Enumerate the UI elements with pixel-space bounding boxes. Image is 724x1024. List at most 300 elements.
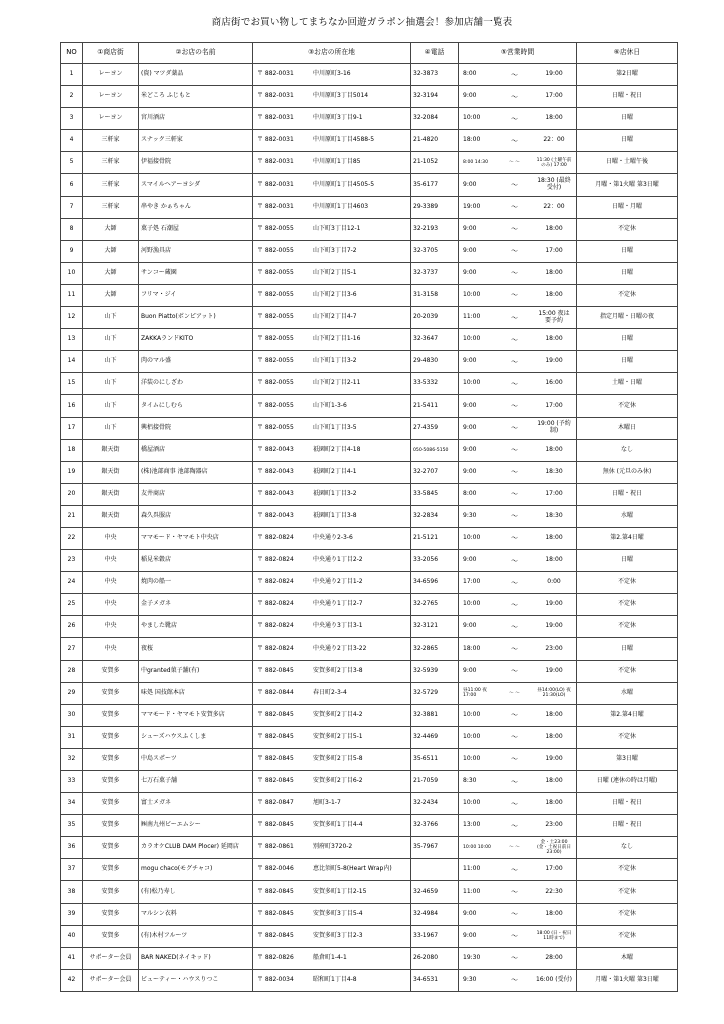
address-cell [253, 638, 411, 660]
tilde-separator: 〜 [511, 468, 518, 477]
hours-cell [459, 793, 577, 815]
page-title: 商店街でお買い物してまちなか回遊ガラポン抽選会！参加店舗一覧表 [211, 17, 513, 28]
hours-cell [459, 748, 577, 770]
tilde-separator: 〜 〜 [509, 845, 520, 851]
holiday-cell: 不定休 [577, 284, 678, 306]
closing-time: 18:30 [545, 467, 563, 475]
holiday-cell: 日曜 [577, 130, 678, 152]
postal-code: 〒 882-0031 [257, 136, 294, 144]
opening-time: 昼11:00 夜17:00 [463, 688, 487, 699]
district-cell: 銀天街 [83, 505, 139, 527]
hours-cell [459, 726, 577, 748]
hours-cell [459, 572, 577, 594]
postal-code: 〒 882-0845 [257, 821, 294, 829]
address-cell [253, 771, 411, 793]
store-name-cell: ママモード・ヤマモト安賀多店 [139, 704, 253, 726]
street-address: 山下町2丁目3-6 [313, 291, 357, 299]
address-cell [253, 329, 411, 351]
closing-time: 金・土23:00 (金・土祝日前日23:00) [537, 840, 571, 856]
postal-code: 〒 882-0043 [257, 489, 294, 497]
holiday-cell: 日曜・祝日 [577, 483, 678, 505]
address-cell [253, 550, 411, 572]
postal-code: 〒 882-0055 [257, 379, 294, 387]
street-address: 中央通り2丁目3-22 [313, 644, 367, 652]
row-number: 22 [61, 527, 83, 549]
row-number: 28 [61, 660, 83, 682]
district-cell: 銀天街 [83, 439, 139, 461]
closing-time: 22：00 [543, 136, 565, 144]
postal-code: 〒 882-0031 [257, 202, 294, 210]
hours-cell [459, 373, 577, 395]
street-address: 中川原町3丁目9-1 [313, 114, 363, 122]
tilde-separator: 〜 [511, 667, 518, 676]
opening-time: 18:00 [463, 136, 481, 144]
row-number: 9 [61, 240, 83, 262]
opening-time: 10:00 [463, 799, 481, 807]
tilde-separator: 〜 [511, 446, 518, 455]
table-row [61, 660, 678, 682]
table-row [61, 947, 678, 969]
holiday-cell: 日曜 [577, 550, 678, 572]
row-number: 5 [61, 152, 83, 174]
row-number: 39 [61, 903, 83, 925]
closing-time: 18:00 [545, 909, 563, 917]
district-cell: レーヨン [83, 64, 139, 86]
phone-cell: 32-2765 [411, 594, 459, 616]
opening-time: 9:00 [463, 622, 477, 630]
phone-cell: 32-2193 [411, 218, 459, 240]
opening-time: 9:00 [463, 180, 477, 188]
street-address: 安賀多町1丁目4-4 [313, 821, 363, 829]
tilde-separator: 〜 [511, 379, 518, 388]
row-number: 37 [61, 859, 83, 881]
district-cell: 山下 [83, 417, 139, 439]
hours-cell [459, 947, 577, 969]
postal-code: 〒 882-0031 [257, 180, 294, 188]
tilde-separator: 〜 [511, 711, 518, 720]
store-name-cell: 洋装のにしざわ [139, 373, 253, 395]
opening-time: 13:00 [463, 821, 481, 829]
phone-cell: 31-3158 [411, 284, 459, 306]
table-row [61, 262, 678, 284]
tilde-separator: 〜 [511, 269, 518, 278]
tilde-separator: 〜 [511, 114, 518, 123]
postal-code: 〒 882-0844 [257, 688, 294, 696]
address-cell [253, 704, 411, 726]
row-number: 19 [61, 461, 83, 483]
row-number: 23 [61, 550, 83, 572]
hours-cell [459, 660, 577, 682]
store-name-cell: 橋屋酒店 [139, 439, 253, 461]
address-cell [253, 395, 411, 417]
store-name-cell: カラオケCLUB DAM Plocer) 延岡店 [139, 837, 253, 859]
district-cell: 山下 [83, 351, 139, 373]
tilde-separator: 〜 [511, 247, 518, 256]
postal-code: 〒 882-0824 [257, 600, 294, 608]
table-header-row [61, 43, 678, 64]
phone-cell: 33-5845 [411, 483, 459, 505]
holiday-cell: 日曜 [577, 329, 678, 351]
hours-cell [459, 262, 577, 284]
store-name-cell: 七万石菓子舗 [139, 771, 253, 793]
closing-time: 19:00 [545, 622, 563, 630]
tilde-separator: 〜 [511, 424, 518, 433]
phone-cell: 21-5411 [411, 395, 459, 417]
holiday-cell: 日曜・月曜 [577, 196, 678, 218]
table-row [61, 130, 678, 152]
street-address: 安賀多町3丁目2-3 [313, 931, 363, 939]
street-address: 安賀多町2丁目5-1 [313, 732, 363, 740]
district-cell: 三軒家 [83, 152, 139, 174]
row-number: 31 [61, 726, 83, 748]
phone-cell: 32-3873 [411, 64, 459, 86]
opening-time: 10:00 [463, 379, 481, 387]
closing-time: 19:00 [545, 600, 563, 608]
district-cell: 大師 [83, 262, 139, 284]
opening-time: 10:00 10:00 [463, 845, 491, 851]
street-address: 安賀多町2丁目5-8 [313, 755, 363, 762]
phone-cell: 050-5086-5150 [411, 439, 459, 461]
street-address: 山下町3丁目12-1 [313, 224, 361, 232]
closing-time: 15:00 夜は要予約 [538, 309, 570, 324]
table-row [61, 859, 678, 881]
phone-cell [411, 859, 459, 881]
row-number: 3 [61, 108, 83, 130]
street-address: 中川原町1丁目85 [313, 158, 361, 166]
store-name-cell: 焼肉の船一 [139, 572, 253, 594]
opening-time: 9:00 [463, 931, 477, 939]
holiday-cell: 木曜 [577, 947, 678, 969]
holiday-cell: 不定休 [577, 660, 678, 682]
address-cell [253, 859, 411, 881]
address-cell [253, 527, 411, 549]
tilde-separator: 〜 [511, 335, 518, 344]
district-cell: 中央 [83, 594, 139, 616]
address-cell [253, 815, 411, 837]
closing-time: 18:00 [545, 534, 563, 542]
hours-cell [459, 351, 577, 373]
address-cell [253, 881, 411, 903]
address-cell [253, 307, 411, 329]
opening-time: 9:00 [463, 246, 477, 254]
street-address: 安賀多町1丁目2-15 [313, 887, 367, 895]
holiday-cell: 不定休 [577, 594, 678, 616]
phone-cell: 32-5729 [411, 682, 459, 704]
district-cell: 安賀多 [83, 859, 139, 881]
phone-cell: 34-6596 [411, 572, 459, 594]
opening-time: 9:00 [463, 357, 477, 365]
closing-time: 18:00 [545, 710, 563, 718]
opening-time: 10:00 [463, 710, 481, 718]
holiday-cell: なし [577, 439, 678, 461]
table-row [61, 483, 678, 505]
store-name-cell: サンコー蔵園 [139, 262, 253, 284]
row-number: 18 [61, 439, 83, 461]
postal-code: 〒 882-0055 [257, 313, 294, 321]
closing-time: 17:00 [545, 92, 563, 100]
table-row [61, 108, 678, 130]
tilde-separator: 〜 [511, 70, 518, 79]
district-cell: 安賀多 [83, 837, 139, 859]
opening-time: 9:00 [463, 467, 477, 475]
closing-time: 18:00 [545, 732, 563, 740]
closing-time: 22:30 [545, 887, 563, 895]
table-row [61, 218, 678, 240]
closing-time: 19:00 (予約制) [537, 420, 571, 435]
phone-cell: 33-1967 [411, 925, 459, 947]
row-number: 33 [61, 771, 83, 793]
hours-cell [459, 550, 577, 572]
table-row [61, 461, 678, 483]
holiday-cell: 日曜 (連休の時は月曜) [577, 771, 678, 793]
opening-time: 10:00 [463, 600, 481, 608]
opening-time: 9:30 [463, 511, 477, 519]
phone-cell: 32-3737 [411, 262, 459, 284]
table-row [61, 86, 678, 108]
phone-cell: 21-5121 [411, 527, 459, 549]
district-cell: 安賀多 [83, 726, 139, 748]
phone-cell: 32-2084 [411, 108, 459, 130]
opening-time: 11:00 [463, 865, 481, 873]
phone-cell: 35-6177 [411, 174, 459, 196]
store-name-cell: BAR NAKED(ネイキッド) [139, 947, 253, 969]
closing-time: 17:00 [545, 865, 563, 873]
opening-time: 10:00 [463, 534, 481, 542]
store-name-cell: マルシン衣料 [139, 903, 253, 925]
tilde-separator: 〜 [511, 733, 518, 742]
row-number: 34 [61, 793, 83, 815]
table-row [61, 152, 678, 174]
hours-cell [459, 395, 577, 417]
store-name-cell: 中granted菓子舗(有) [139, 660, 253, 682]
district-cell: 中央 [83, 572, 139, 594]
district-cell: 安賀多 [83, 815, 139, 837]
street-address: 山下町2丁目5-1 [313, 268, 357, 276]
postal-code: 〒 882-0845 [257, 887, 294, 895]
address-cell [253, 196, 411, 218]
opening-time: 18:00 [463, 644, 481, 652]
table-row [61, 373, 678, 395]
row-number: 2 [61, 86, 83, 108]
tilde-separator: 〜 [511, 92, 518, 101]
tilde-separator: 〜 [511, 932, 518, 941]
tilde-separator: 〜 [511, 180, 518, 189]
holiday-cell: 不定休 [577, 726, 678, 748]
postal-code: 〒 882-0861 [257, 843, 294, 851]
closing-time: 16:00 (受付) [536, 976, 572, 984]
store-name-cell: 友井商店 [139, 483, 253, 505]
row-number: 4 [61, 130, 83, 152]
row-number: 32 [61, 748, 83, 770]
hours-cell [459, 174, 577, 196]
store-name-cell: 金子メガネ [139, 594, 253, 616]
phone-cell: 26-2080 [411, 947, 459, 969]
holiday-cell: 木曜日 [577, 417, 678, 439]
hours-cell [459, 240, 577, 262]
holiday-cell: 不定休 [577, 859, 678, 881]
district-cell: 安賀多 [83, 660, 139, 682]
table-row [61, 815, 678, 837]
store-name-cell: 富士メガネ [139, 793, 253, 815]
opening-time: 11:00 [463, 313, 481, 321]
address-cell [253, 218, 411, 240]
tilde-separator: 〜 [511, 976, 518, 985]
closing-time: 18:30 [545, 511, 563, 519]
address-cell [253, 947, 411, 969]
postal-code: 〒 882-0055 [257, 423, 294, 431]
postal-code: 〒 882-0824 [257, 622, 294, 630]
row-number: 35 [61, 815, 83, 837]
table-row [61, 704, 678, 726]
phone-cell: 32-3705 [411, 240, 459, 262]
street-address: 祇園町1丁目3-8 [313, 511, 357, 519]
table-row [61, 196, 678, 218]
hours-cell [459, 837, 577, 859]
closing-time: 18:30 (最終受付) [537, 177, 571, 192]
district-cell: 三軒家 [83, 196, 139, 218]
hours-cell [459, 284, 577, 306]
store-name-cell: タイムにしむら [139, 395, 253, 417]
street-address: 祇園町2丁目4-18 [313, 445, 361, 453]
closing-time: 19:00 [545, 666, 563, 674]
tilde-separator: 〜 [511, 622, 518, 631]
district-cell: 中央 [83, 527, 139, 549]
district-cell: 中央 [83, 638, 139, 660]
district-cell: 安賀多 [83, 903, 139, 925]
hours-cell [459, 130, 577, 152]
district-cell: 安賀多 [83, 925, 139, 947]
holiday-cell: 指定月曜・日曜の夜 [577, 307, 678, 329]
closing-time: 昼14:00(LO) 夜21:30(LO) [537, 688, 571, 699]
store-name-cell: ㈱南九州ビーエムシー [139, 815, 253, 837]
street-address: 祇園町2丁目4-1 [313, 467, 357, 475]
postal-code: 〒 882-0824 [257, 556, 294, 564]
store-name-cell: 肉のマル盛 [139, 351, 253, 373]
hours-cell [459, 218, 577, 240]
store-name-cell: スナック三軒家 [139, 130, 253, 152]
address-cell [253, 130, 411, 152]
address-cell [253, 616, 411, 638]
store-name-cell: 串やき かぁちゃん [139, 196, 253, 218]
phone-cell: 35-7967 [411, 837, 459, 859]
address-cell [253, 64, 411, 86]
postal-code: 〒 882-0055 [257, 291, 294, 299]
holiday-cell: 日曜・土曜午後 [577, 152, 678, 174]
opening-time: 8:00 [463, 489, 477, 497]
phone-cell: 32-4659 [411, 881, 459, 903]
closing-time: 22：00 [543, 202, 565, 210]
hours-cell [459, 682, 577, 704]
row-number: 26 [61, 616, 83, 638]
table-row [61, 351, 678, 373]
table-row [61, 505, 678, 527]
district-cell: 大師 [83, 218, 139, 240]
street-address: 中川原町1丁目4588-5 [313, 136, 375, 144]
address-cell [253, 461, 411, 483]
tilde-separator: 〜 [511, 490, 518, 499]
phone-cell: 33-5332 [411, 373, 459, 395]
table-row [61, 682, 678, 704]
street-address: 春日町2-3-4 [313, 688, 347, 696]
address-cell [253, 262, 411, 284]
tilde-separator: 〜 〜 [509, 690, 520, 696]
address-cell [253, 351, 411, 373]
tilde-separator: 〜 [511, 357, 518, 366]
phone-cell: 32-2707 [411, 461, 459, 483]
table-row [61, 925, 678, 947]
row-number: 40 [61, 925, 83, 947]
district-cell: 安賀多 [83, 748, 139, 770]
tilde-separator: 〜 [511, 777, 518, 786]
hours-cell [459, 638, 577, 660]
opening-time: 19:30 [463, 953, 481, 961]
postal-code: 〒 882-0824 [257, 534, 294, 542]
hours-cell [459, 86, 577, 108]
holiday-cell: 第2.第4日曜 [577, 704, 678, 726]
table-row [61, 174, 678, 196]
row-number: 8 [61, 218, 83, 240]
hours-cell [459, 417, 577, 439]
street-address: 昭和町1丁目4-8 [313, 975, 357, 983]
district-cell: 銀天街 [83, 461, 139, 483]
table-row [61, 439, 678, 461]
postal-code: 〒 882-0055 [257, 335, 294, 343]
opening-time: 10:00 [463, 291, 481, 299]
postal-code: 〒 882-0845 [257, 710, 294, 718]
tilde-separator: 〜 [511, 512, 518, 521]
row-number: 29 [61, 682, 83, 704]
address-cell [253, 572, 411, 594]
table-row [61, 527, 678, 549]
postal-code: 〒 882-0845 [257, 931, 294, 939]
opening-time: 9:00 [463, 666, 477, 674]
holiday-cell: 日曜 [577, 638, 678, 660]
row-number: 27 [61, 638, 83, 660]
tilde-separator: 〜 [511, 644, 518, 653]
district-cell: レーヨン [83, 86, 139, 108]
phone-cell: 21-7059 [411, 771, 459, 793]
tilde-separator: 〜 [511, 954, 518, 963]
holiday-cell: 月曜・第1火曜 第3日曜 [577, 969, 678, 991]
street-address: 中央通り2丁目1-2 [313, 578, 363, 586]
table-row [61, 550, 678, 572]
holiday-cell: 第2.第4日曜 [577, 527, 678, 549]
postal-code: 〒 882-0845 [257, 909, 294, 917]
table-row [61, 594, 678, 616]
postal-code: 〒 882-0055 [257, 268, 294, 276]
table-row [61, 903, 678, 925]
header-phone: ④電話 [411, 43, 459, 64]
phone-cell: 32-2434 [411, 793, 459, 815]
row-number: 13 [61, 329, 83, 351]
street-address: 山下町2丁目1-16 [313, 335, 361, 343]
store-name-cell: スマイルヘアーヨシダ [139, 174, 253, 196]
street-address: 山下町2丁目2-11 [313, 379, 361, 387]
phone-cell: 32-3881 [411, 704, 459, 726]
district-cell: 山下 [83, 395, 139, 417]
opening-time: 9:30 [463, 975, 477, 983]
closing-time: 17:00 [545, 489, 563, 497]
postal-code: 〒 882-0031 [257, 158, 294, 166]
address-cell [253, 108, 411, 130]
store-name-cell: (有)松乃寿し [139, 881, 253, 903]
hours-cell [459, 881, 577, 903]
address-cell [253, 594, 411, 616]
district-cell: 三軒家 [83, 130, 139, 152]
street-address: 中川原町1丁目4603 [313, 202, 369, 210]
address-cell [253, 152, 411, 174]
tilde-separator: 〜 [511, 203, 518, 212]
